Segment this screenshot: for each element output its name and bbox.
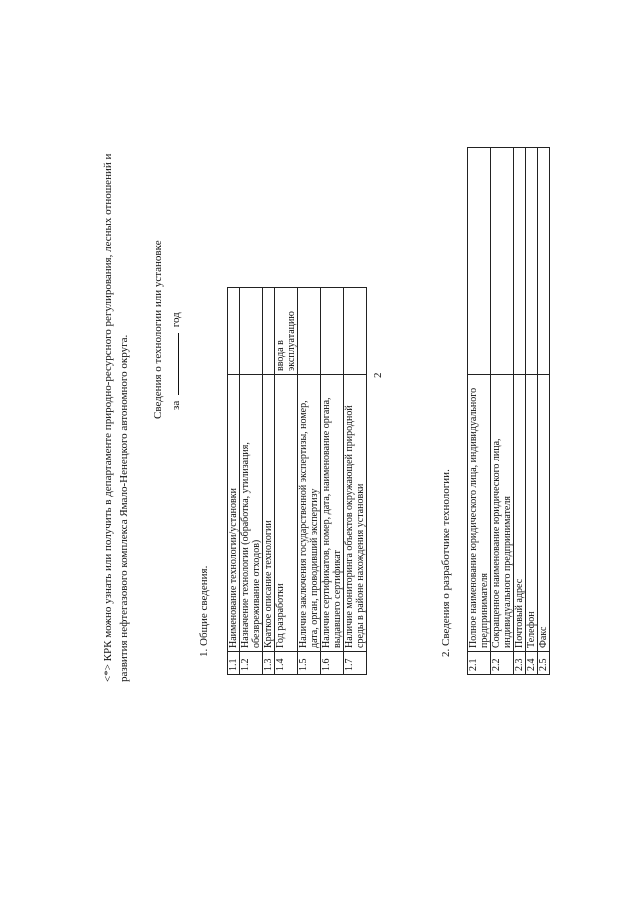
- row-value: [468, 148, 491, 375]
- table-row: [275, 288, 298, 675]
- row-value: [263, 288, 275, 375]
- general-info-table: [227, 287, 367, 675]
- year-line: [168, 312, 182, 410]
- table-row: [526, 148, 538, 675]
- row-label: Сокращенное наименование юридического лица, индивидуального предпринимателя: [491, 375, 514, 652]
- row-label: Краткое описание технологии: [263, 375, 275, 652]
- section1-heading: 1. Общие сведения.: [198, 565, 210, 657]
- year-blank: [168, 333, 179, 395]
- footnote-line-1: <*> КРК можно узнать или получить в департаменте природно-ресурсного регулирования, лесных отношений и: [102, 153, 114, 682]
- row-label: Полное наименование юридического лица, индивидуального предпринимателя: [468, 375, 491, 652]
- table-row: [491, 148, 514, 675]
- table-row: [538, 148, 550, 675]
- row-value: [298, 288, 321, 375]
- table-row: [321, 288, 344, 675]
- row-number: 1.4: [275, 652, 298, 675]
- table-row: [298, 288, 321, 675]
- row-label: Назначение технологии (обработка, утилизация, обезвреживание отходов): [240, 375, 263, 652]
- form-title: Сведения о технологии или установке: [152, 240, 164, 419]
- page-number: 2: [372, 372, 384, 378]
- table-row: [228, 288, 240, 675]
- row-number: 1.7: [344, 652, 367, 675]
- row-value: [526, 148, 538, 375]
- row-number: 1.2: [240, 652, 263, 675]
- developer-info-table: [467, 147, 550, 675]
- footnote-line-2: развития нефтегазового комплекса Ямало-Ненецкого автономного округа.: [118, 334, 130, 682]
- row-value: [240, 288, 263, 375]
- row-number: 1.1: [228, 652, 240, 675]
- row-number: 2.4: [526, 652, 538, 675]
- row-value: [514, 148, 526, 375]
- row-value: [538, 148, 550, 375]
- table-row: [514, 148, 526, 675]
- table-row: [263, 288, 275, 675]
- year-prefix: за: [170, 400, 182, 410]
- table-row: [344, 288, 367, 675]
- row-label: Наличие мониторинга объектов окружающей природной среды в районе нахождения установки: [344, 375, 367, 652]
- row-label: Год разработки: [275, 375, 298, 652]
- row-label: Наименование технологии/установки: [228, 375, 240, 652]
- row-label: Наличие сертификатов, номер, дата, наименование органа, выдавшего сертификат: [321, 375, 344, 652]
- row-label: Телефон: [526, 375, 538, 652]
- row-value: [491, 148, 514, 375]
- table-row: [240, 288, 263, 675]
- row-label: Почтовый адрес: [514, 375, 526, 652]
- year-suffix: год: [170, 312, 182, 328]
- row-number: 1.6: [321, 652, 344, 675]
- row-number: 2.2: [491, 652, 514, 675]
- row-number: 2.3: [514, 652, 526, 675]
- row-label: Факс: [538, 375, 550, 652]
- row-number: 2.5: [538, 652, 550, 675]
- row-number: 1.5: [298, 652, 321, 675]
- row-value: [321, 288, 344, 375]
- row-value: [344, 288, 367, 375]
- row-number: 1.3: [263, 652, 275, 675]
- row-label: Наличие заключения государственной экспертизы, номер, дата, орган, проводивший экспертизу: [298, 375, 321, 652]
- row-value-commissioning: ввода в эксплуатацию: [275, 288, 298, 375]
- section2-heading: 2. Сведения о разработчике технологии.: [440, 469, 452, 657]
- table-row: [468, 148, 491, 675]
- row-number: 2.1: [468, 652, 491, 675]
- row-value: [228, 288, 240, 375]
